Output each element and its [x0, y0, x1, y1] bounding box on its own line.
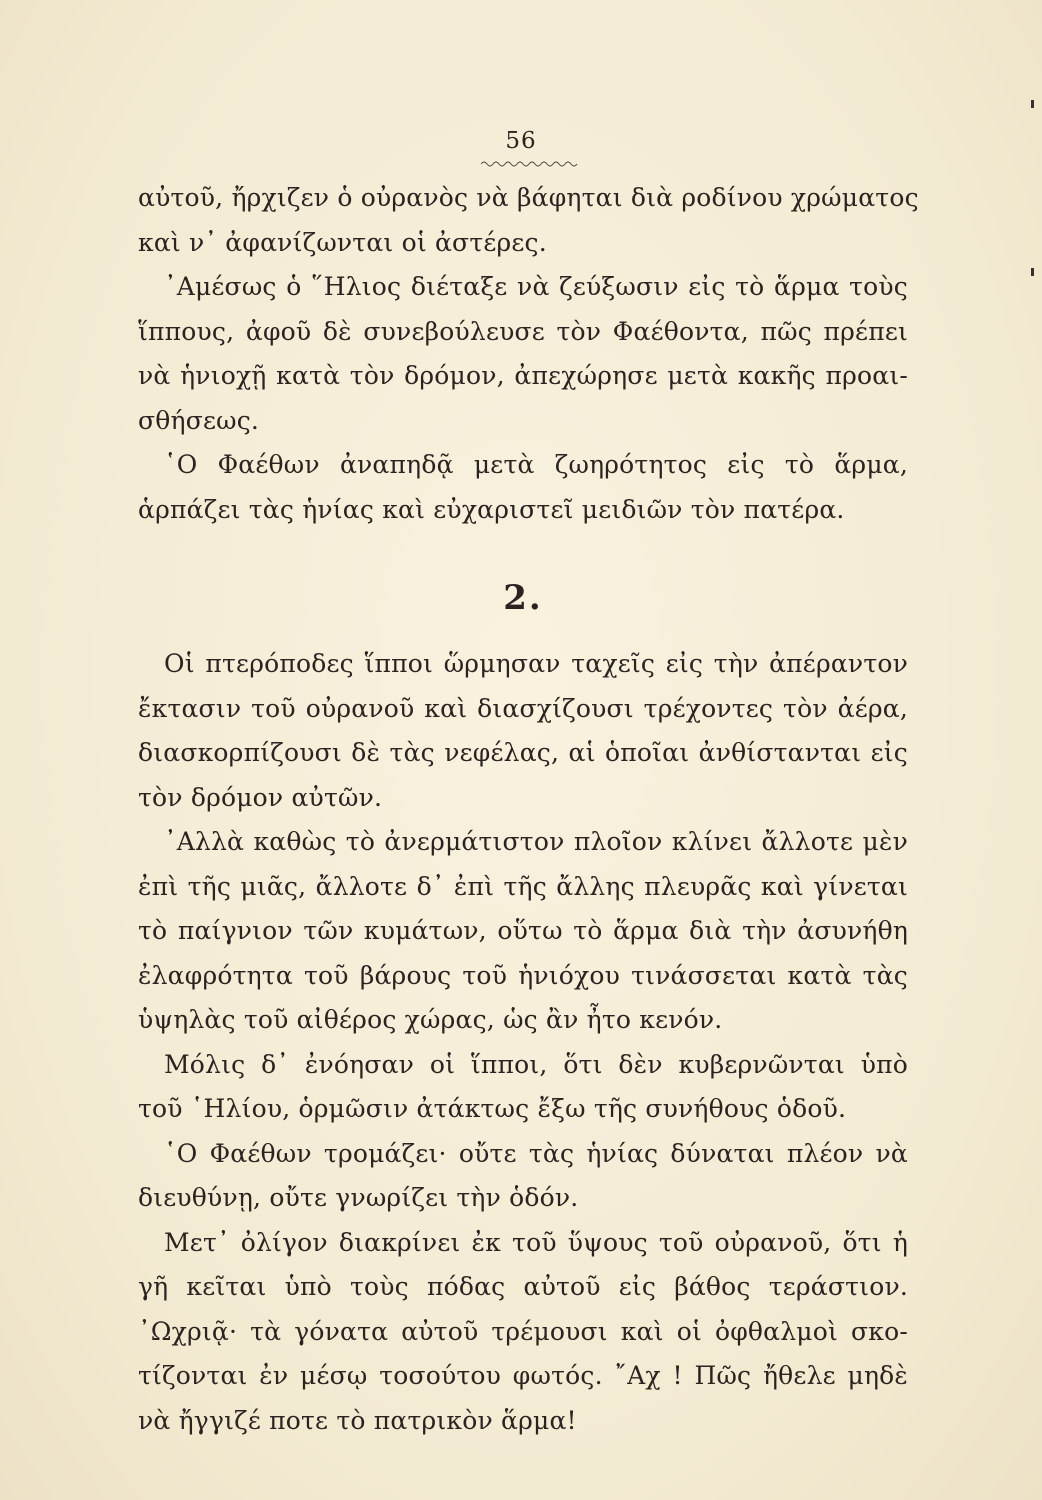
wavy-underline-ornament [481, 160, 581, 168]
text-line: ὑψηλὰς τοῦ αἰθέρος χώρας, ὡς ἂν ἦτο κενόν. [138, 1005, 723, 1034]
text-line: αὐτοῦ, ἤρχιζεν ὁ οὐρανὸς νὰ βάφηται διὰ ροδίνου χρώματος [138, 183, 919, 212]
text-part-2 [138, 642, 908, 1443]
paragraph [138, 1221, 908, 1444]
text-line: ᾽Αλλὰ καθὼς τὸ ἀνερμάτιστον πλοῖον κλίνει ἄλλοτε μὲν [164, 827, 908, 856]
text-line: ἔκτασιν τοῦ οὐρανοῦ καὶ διασχίζουσι τρέχοντες τὸν ἀέρα, [138, 693, 908, 723]
text-line: ἐλαφρότητα τοῦ βάρους τοῦ ἡνιόχου τινάσσεται κατὰ τὰς [138, 960, 908, 990]
paragraph [138, 1132, 908, 1221]
text-part-1 [138, 176, 919, 532]
page-number: 56 [505, 128, 537, 154]
edge-mark [1031, 268, 1034, 276]
text-line: Μόλις δ᾽ ἐνόησαν οἱ ἵπποι, ὅτι δὲν κυβερνῶνται ὑπὸ [164, 1049, 908, 1079]
text-line: Μετ᾽ ὀλίγον διακρίνει ἐκ τοῦ ὕψους τοῦ οὐρανοῦ, ὅτι ἡ [164, 1227, 908, 1257]
paragraph [138, 642, 908, 820]
body-text [138, 176, 919, 1443]
text-line: ᾽Ωχριᾷ· τὰ γόνατα αὐτοῦ τρέμουσι καὶ οἱ ὀφθαλμοὶ σκο- [138, 1316, 908, 1346]
section-number: 2. [503, 578, 543, 618]
text-line: Οἱ πτερόποδες ἵπποι ὥρμησαν ταχεῖς εἰς τὴν ἀπέραντον [164, 649, 908, 678]
text-line: ἵππους, ἀφοῦ δὲ συνεβούλευσε τὸν Φαέθοντα, πῶς πρέπει [138, 316, 908, 346]
paragraph [138, 265, 908, 443]
paragraph [138, 443, 908, 532]
text-line: διασκορπίζουσι δὲ τὰς νεφέλας, αἱ ὁποῖαι ἀνθίστανται εἰς [138, 738, 908, 767]
text-line: καὶ ν᾽ ἀφανίζωνται οἱ ἀστέρες. [138, 227, 547, 257]
text-line: τίζονται ἐν μέσῳ τοσούτου φωτός. ῎Αχ ! Πῶς ἤθελε μηδὲ [138, 1361, 908, 1390]
text-line: νὰ ἡνιοχῇ κατὰ τὸν δρόμον, ἀπεχώρησε μετὰ κακῆς προαι- [138, 361, 908, 390]
text-line: τὸ παίγνιον τῶν κυμάτων, οὕτω τὸ ἅρμα διὰ τὴν ἀσυνήθη [138, 916, 908, 945]
paragraph [138, 176, 919, 265]
text-line: διευθύνῃ, οὔτε γνωρίζει τὴν ὁδόν. [138, 1183, 579, 1212]
text-line: ᾽Αμέσως ὁ ῞Ηλιος διέταξε νὰ ζεύξωσιν εἰς τὸ ἅρμα τοὺς [164, 272, 908, 301]
text-line: σθήσεως. [138, 405, 260, 435]
paragraph [138, 820, 908, 1043]
text-line: γῆ κεῖται ὑπὸ τοὺς πόδας αὐτοῦ εἰς βάθος τεράστιον. [138, 1272, 908, 1301]
text-line: τὸν δρόμον αὐτῶν. [138, 782, 383, 812]
text-line: ῾Ο Φαέθων ἀναπηδᾷ μετὰ ζωηρότητος εἰς τὸ ἅρμα, [164, 450, 908, 479]
paragraph [138, 1043, 908, 1132]
edge-mark [1031, 100, 1034, 108]
text-line: νὰ ἤγγιζέ ποτε τὸ πατρικὸν ἅρμα! [138, 1405, 577, 1435]
text-line: τοῦ ῾Ηλίου, ὁρμῶσιν ἀτάκτως ἔξω τῆς συνήθους ὁδοῦ. [138, 1094, 847, 1123]
text-line: ῾Ο Φαέθων τρομάζει· οὔτε τὰς ἡνίας δύναται πλέον νὰ [164, 1138, 908, 1168]
text-line: ἁρπάζει τὰς ἡνίας καὶ εὐχαριστεῖ μειδιῶν τὸν πατέρα. [138, 494, 845, 524]
text-line: ἐπὶ τῆς μιᾶς, ἄλλοτε δ᾽ ἐπὶ τῆς ἄλλης πλευρᾶς καὶ γίνεται [138, 871, 908, 901]
